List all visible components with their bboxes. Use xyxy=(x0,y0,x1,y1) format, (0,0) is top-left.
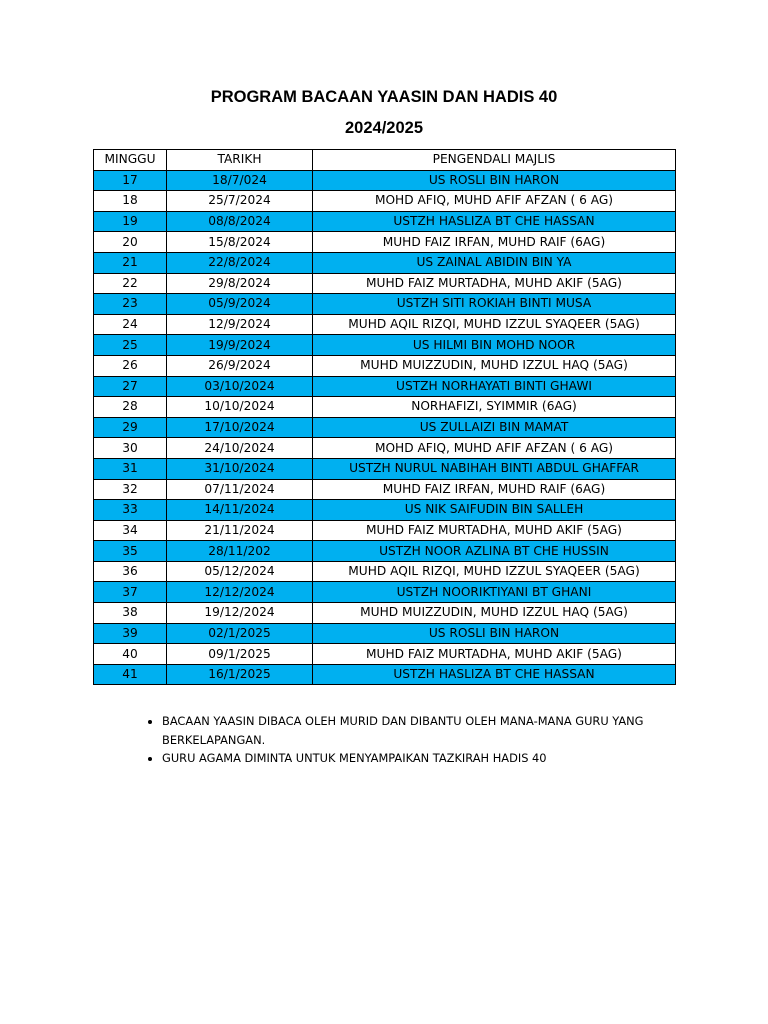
table-row xyxy=(94,211,676,232)
cell-minggu: 31 xyxy=(94,458,167,479)
cell-minggu: 23 xyxy=(94,294,167,315)
cell-tarikh: 16/1/2025 xyxy=(167,664,313,685)
table-row xyxy=(94,252,676,273)
cell-minggu: 33 xyxy=(94,500,167,521)
cell-pengendali: MOHD AFIQ, MUHD AFIF AFZAN ( 6 AG) xyxy=(313,438,676,459)
cell-minggu: 20 xyxy=(94,232,167,253)
table-row xyxy=(94,335,676,356)
cell-minggu: 21 xyxy=(94,252,167,273)
cell-minggu: 40 xyxy=(94,644,167,665)
table-row xyxy=(94,232,676,253)
cell-minggu: 34 xyxy=(94,520,167,541)
cell-tarikh: 19/12/2024 xyxy=(167,603,313,624)
column-header-pengendali: PENGENDALI MAJLIS xyxy=(313,150,676,171)
cell-tarikh: 24/10/2024 xyxy=(167,438,313,459)
cell-tarikh: 17/10/2024 xyxy=(167,417,313,438)
cell-tarikh: 22/8/2024 xyxy=(167,252,313,273)
cell-minggu: 28 xyxy=(94,397,167,418)
cell-minggu: 30 xyxy=(94,438,167,459)
table-row xyxy=(94,541,676,562)
cell-minggu: 39 xyxy=(94,623,167,644)
table-row xyxy=(94,623,676,644)
table-row xyxy=(94,355,676,376)
cell-pengendali: US HILMI BIN MOHD NOOR xyxy=(313,335,676,356)
cell-pengendali: USTZH NORHAYATI BINTI GHAWI xyxy=(313,376,676,397)
cell-tarikh: 21/11/2024 xyxy=(167,520,313,541)
cell-pengendali: MUHD FAIZ IRFAN, MUHD RAIF (6AG) xyxy=(313,479,676,500)
cell-tarikh: 10/10/2024 xyxy=(167,397,313,418)
cell-tarikh: 15/8/2024 xyxy=(167,232,313,253)
cell-minggu: 22 xyxy=(94,273,167,294)
cell-tarikh: 05/9/2024 xyxy=(167,294,313,315)
table-row xyxy=(94,458,676,479)
cell-tarikh: 14/11/2024 xyxy=(167,500,313,521)
table-row xyxy=(94,582,676,603)
cell-minggu: 25 xyxy=(94,335,167,356)
cell-pengendali: US ROSLI BIN HARON xyxy=(313,170,676,191)
table-row xyxy=(94,479,676,500)
cell-pengendali: USTZH NOOR AZLINA BT CHE HUSSIN xyxy=(313,541,676,562)
table-row xyxy=(94,520,676,541)
table-row xyxy=(94,561,676,582)
cell-minggu: 29 xyxy=(94,417,167,438)
cell-pengendali: USTZH NURUL NABIHAH BINTI ABDUL GHAFFAR xyxy=(313,458,676,479)
cell-minggu: 24 xyxy=(94,314,167,335)
cell-minggu: 18 xyxy=(94,191,167,212)
cell-pengendali: US ROSLI BIN HARON xyxy=(313,623,676,644)
cell-pengendali: MUHD FAIZ MURTADHA, MUHD AKIF (5AG) xyxy=(313,644,676,665)
cell-minggu: 27 xyxy=(94,376,167,397)
cell-tarikh: 02/1/2025 xyxy=(167,623,313,644)
cell-pengendali: US NIK SAIFUDIN BIN SALLEH xyxy=(313,500,676,521)
table-row xyxy=(94,314,676,335)
cell-minggu: 35 xyxy=(94,541,167,562)
table-row xyxy=(94,417,676,438)
cell-minggu: 19 xyxy=(94,211,167,232)
cell-tarikh: 31/10/2024 xyxy=(167,458,313,479)
cell-pengendali: US ZAINAL ABIDIN BIN YA xyxy=(313,252,676,273)
notes-list xyxy=(137,712,702,768)
table-row xyxy=(94,294,676,315)
cell-minggu: 17 xyxy=(94,170,167,191)
column-header-minggu: MINGGU xyxy=(94,150,167,171)
table-row xyxy=(94,664,676,685)
table-header-row xyxy=(94,150,676,171)
column-header-tarikh: TARIKH xyxy=(167,150,313,171)
table-row xyxy=(94,438,676,459)
table-row xyxy=(94,397,676,418)
cell-tarikh: 26/9/2024 xyxy=(167,355,313,376)
cell-pengendali: MOHD AFIQ, MUHD AFIF AFZAN ( 6 AG) xyxy=(313,191,676,212)
cell-tarikh: 03/10/2024 xyxy=(167,376,313,397)
cell-pengendali: MUHD MUIZZUDIN, MUHD IZZUL HAQ (5AG) xyxy=(313,603,676,624)
cell-pengendali: MUHD AQIL RIZQI, MUHD IZZUL SYAQEER (5AG) xyxy=(313,561,676,582)
cell-pengendali: MUHD FAIZ MURTADHA, MUHD AKIF (5AG) xyxy=(313,520,676,541)
cell-tarikh: 08/8/2024 xyxy=(167,211,313,232)
cell-minggu: 26 xyxy=(94,355,167,376)
cell-pengendali: USTZH HASLIZA BT CHE HASSAN xyxy=(313,211,676,232)
cell-pengendali: NORHAFIZI, SYIMMIR (6AG) xyxy=(313,397,676,418)
table-row xyxy=(94,603,676,624)
page-title: PROGRAM BACAAN YAASIN DAN HADIS 40 xyxy=(210,88,558,106)
cell-pengendali: MUHD AQIL RIZQI, MUHD IZZUL SYAQEER (5AG) xyxy=(313,314,676,335)
cell-tarikh: 07/11/2024 xyxy=(167,479,313,500)
page-subtitle-year: 2024/2025 xyxy=(345,119,423,137)
cell-tarikh: 12/9/2024 xyxy=(167,314,313,335)
cell-tarikh: 25/7/2024 xyxy=(167,191,313,212)
cell-tarikh: 28/11/202 xyxy=(167,541,313,562)
cell-pengendali: MUHD FAIZ MURTADHA, MUHD AKIF (5AG) xyxy=(313,273,676,294)
cell-tarikh: 29/8/2024 xyxy=(167,273,313,294)
table-row xyxy=(94,644,676,665)
table-row xyxy=(94,500,676,521)
cell-minggu: 38 xyxy=(94,603,167,624)
table-row xyxy=(94,273,676,294)
table-row xyxy=(94,191,676,212)
cell-tarikh: 09/1/2025 xyxy=(167,644,313,665)
note-item: • BACAAN YAASIN DIBACA OLEH MURID DAN DIBANTU OLEH MANA-MANA GURU YANG BERKELAPANGAN. xyxy=(162,712,702,749)
schedule-table-body xyxy=(94,170,676,685)
table-row xyxy=(94,170,676,191)
note-item: • GURU AGAMA DIMINTA UNTUK MENYAMPAIKAN TAZKIRAH HADIS 40 xyxy=(162,749,702,768)
table-row xyxy=(94,376,676,397)
cell-pengendali: US ZULLAIZI BIN MAMAT xyxy=(313,417,676,438)
cell-pengendali: MUHD MUIZZUDIN, MUHD IZZUL HAQ (5AG) xyxy=(313,355,676,376)
schedule-table xyxy=(93,149,676,685)
cell-tarikh: 18/7/024 xyxy=(167,170,313,191)
cell-pengendali: USTZH SITI ROKIAH BINTI MUSA xyxy=(313,294,676,315)
cell-minggu: 41 xyxy=(94,664,167,685)
cell-minggu: 32 xyxy=(94,479,167,500)
cell-tarikh: 12/12/2024 xyxy=(167,582,313,603)
cell-tarikh: 05/12/2024 xyxy=(167,561,313,582)
cell-minggu: 37 xyxy=(94,582,167,603)
cell-minggu: 36 xyxy=(94,561,167,582)
cell-pengendali: MUHD FAIZ IRFAN, MUHD RAIF (6AG) xyxy=(313,232,676,253)
cell-pengendali: USTZH HASLIZA BT CHE HASSAN xyxy=(313,664,676,685)
cell-pengendali: USTZH NOORIKTIYANI BT GHANI xyxy=(313,582,676,603)
cell-tarikh: 19/9/2024 xyxy=(167,335,313,356)
